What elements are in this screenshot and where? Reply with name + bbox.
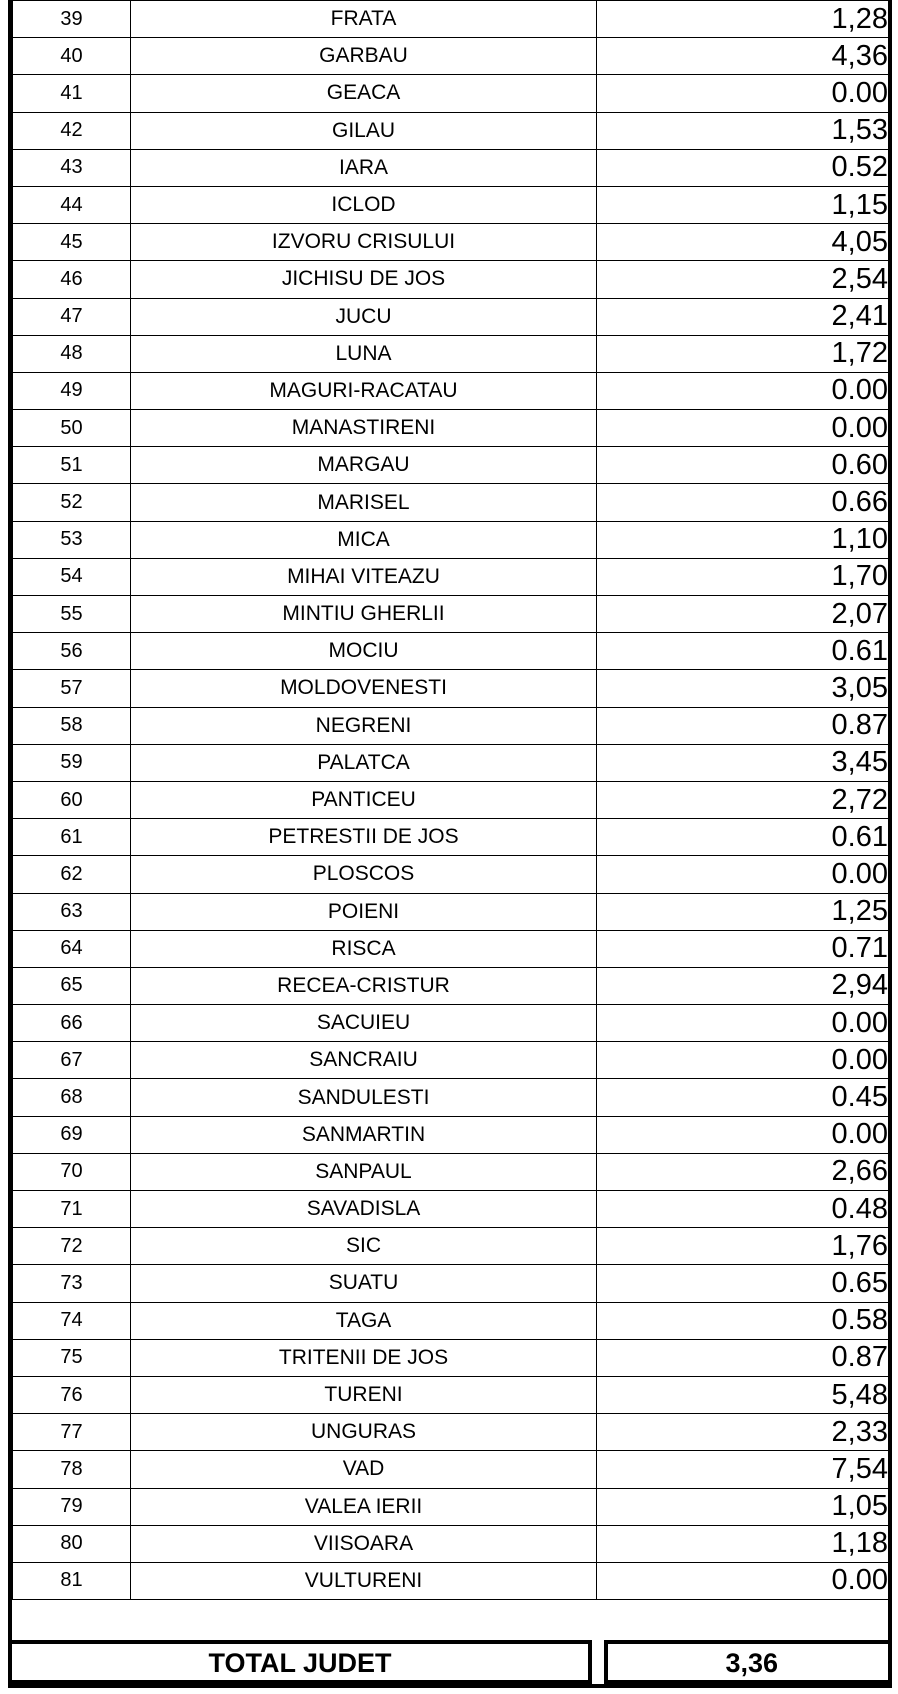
- row-number: 65: [13, 967, 131, 1004]
- row-number: 66: [13, 1005, 131, 1042]
- total-row: [12, 1640, 888, 1684]
- locality-name: SACUIEU: [131, 1005, 597, 1042]
- table-row: [13, 447, 889, 484]
- row-value: 0.00: [597, 1042, 889, 1079]
- row-number: 62: [13, 856, 131, 893]
- locality-name: MOCIU: [131, 633, 597, 670]
- row-value: 0.45: [597, 1079, 889, 1116]
- table-row: [13, 1116, 889, 1153]
- row-value: 1,76: [597, 1228, 889, 1265]
- locality-name: MICA: [131, 521, 597, 558]
- row-number: 55: [13, 596, 131, 633]
- table-row: [13, 149, 889, 186]
- row-value: 0.58: [597, 1302, 889, 1339]
- locality-name: MANASTIRENI: [131, 410, 597, 447]
- row-number: 45: [13, 224, 131, 261]
- locality-name: IZVORU CRISULUI: [131, 224, 597, 261]
- locality-name: IARA: [131, 149, 597, 186]
- row-value: 4,05: [597, 224, 889, 261]
- data-table: [12, 0, 889, 1600]
- row-number: 51: [13, 447, 131, 484]
- row-number: 76: [13, 1376, 131, 1413]
- row-value: 7,54: [597, 1451, 889, 1488]
- row-value: 2,54: [597, 261, 889, 298]
- locality-name: MIHAI VITEAZU: [131, 558, 597, 595]
- row-value: 5,48: [597, 1376, 889, 1413]
- table-row: [13, 967, 889, 1004]
- locality-name: PETRESTII DE JOS: [131, 819, 597, 856]
- row-number: 49: [13, 372, 131, 409]
- locality-name: SUATU: [131, 1265, 597, 1302]
- locality-name: MINTIU GHERLII: [131, 596, 597, 633]
- locality-name: GEACA: [131, 75, 597, 112]
- row-number: 71: [13, 1191, 131, 1228]
- locality-name: SIC: [131, 1228, 597, 1265]
- row-value: 0.00: [597, 410, 889, 447]
- table-row: [13, 1376, 889, 1413]
- row-value: 1,72: [597, 335, 889, 372]
- table-row: [13, 1339, 889, 1376]
- table-row: [13, 856, 889, 893]
- row-number: 58: [13, 707, 131, 744]
- row-number: 74: [13, 1302, 131, 1339]
- table-row: [13, 1228, 889, 1265]
- row-value: 0.00: [597, 1562, 889, 1599]
- locality-name: SANCRAIU: [131, 1042, 597, 1079]
- table-row: [13, 521, 889, 558]
- locality-name: MAGURI-RACATAU: [131, 372, 597, 409]
- table-row: [13, 670, 889, 707]
- row-number: 53: [13, 521, 131, 558]
- locality-name: LUNA: [131, 335, 597, 372]
- row-value: 2,41: [597, 298, 889, 335]
- row-value: 0.87: [597, 707, 889, 744]
- table-row: [13, 558, 889, 595]
- table-row: [13, 1562, 889, 1599]
- row-value: 0.00: [597, 75, 889, 112]
- row-value: 0.48: [597, 1191, 889, 1228]
- table-frame: [8, 0, 892, 1688]
- locality-name: VIISOARA: [131, 1525, 597, 1562]
- row-value: 4,36: [597, 38, 889, 75]
- row-number: 81: [13, 1562, 131, 1599]
- table-row: [13, 75, 889, 112]
- locality-name: FRATA: [131, 1, 597, 38]
- row-number: 79: [13, 1488, 131, 1525]
- table-row: [13, 1451, 889, 1488]
- row-number: 72: [13, 1228, 131, 1265]
- table-row: [13, 261, 889, 298]
- row-value: 0.66: [597, 484, 889, 521]
- row-number: 77: [13, 1414, 131, 1451]
- table-row: [13, 744, 889, 781]
- table-row: [13, 819, 889, 856]
- locality-name: MOLDOVENESTI: [131, 670, 597, 707]
- row-value: 0.00: [597, 1116, 889, 1153]
- row-value: 0.61: [597, 633, 889, 670]
- row-number: 41: [13, 75, 131, 112]
- table-row: [13, 1191, 889, 1228]
- table-row: [13, 335, 889, 372]
- table-body: [13, 1, 889, 1600]
- row-value: 1,28: [597, 1, 889, 38]
- locality-name: JUCU: [131, 298, 597, 335]
- table-row: [13, 1265, 889, 1302]
- locality-name: SANPAUL: [131, 1153, 597, 1190]
- row-number: 61: [13, 819, 131, 856]
- row-number: 75: [13, 1339, 131, 1376]
- row-number: 64: [13, 930, 131, 967]
- row-number: 52: [13, 484, 131, 521]
- row-number: 43: [13, 149, 131, 186]
- row-number: 50: [13, 410, 131, 447]
- table-row: [13, 1414, 889, 1451]
- row-value: 0.00: [597, 1005, 889, 1042]
- locality-name: RISCA: [131, 930, 597, 967]
- locality-name: UNGURAS: [131, 1414, 597, 1451]
- row-value: 0.00: [597, 856, 889, 893]
- row-value: 0.65: [597, 1265, 889, 1302]
- table-row: [13, 298, 889, 335]
- row-number: 56: [13, 633, 131, 670]
- table-row: [13, 596, 889, 633]
- row-value: 1,53: [597, 112, 889, 149]
- row-number: 73: [13, 1265, 131, 1302]
- table-row: [13, 186, 889, 223]
- locality-name: TAGA: [131, 1302, 597, 1339]
- row-number: 40: [13, 38, 131, 75]
- table-row: [13, 1005, 889, 1042]
- table-row: [13, 1042, 889, 1079]
- table-row: [13, 707, 889, 744]
- table-row: [13, 112, 889, 149]
- row-value: 2,94: [597, 967, 889, 1004]
- locality-name: GARBAU: [131, 38, 597, 75]
- table-row: [13, 1, 889, 38]
- table-row: [13, 633, 889, 670]
- row-value: 0.87: [597, 1339, 889, 1376]
- locality-name: TURENI: [131, 1376, 597, 1413]
- locality-name: VALEA IERII: [131, 1488, 597, 1525]
- row-value: 1,10: [597, 521, 889, 558]
- row-value: 0.61: [597, 819, 889, 856]
- locality-name: PANTICEU: [131, 781, 597, 818]
- table-row: [13, 410, 889, 447]
- row-value: 2,33: [597, 1414, 889, 1451]
- locality-name: MARGAU: [131, 447, 597, 484]
- row-number: 42: [13, 112, 131, 149]
- table-row: [13, 38, 889, 75]
- locality-name: VULTURENI: [131, 1562, 597, 1599]
- table-row: [13, 1153, 889, 1190]
- row-number: 46: [13, 261, 131, 298]
- row-number: 78: [13, 1451, 131, 1488]
- locality-name: PLOSCOS: [131, 856, 597, 893]
- table-row: [13, 930, 889, 967]
- locality-name: PALATCA: [131, 744, 597, 781]
- locality-name: ICLOD: [131, 186, 597, 223]
- row-number: 59: [13, 744, 131, 781]
- locality-name: POIENI: [131, 893, 597, 930]
- locality-name: SANMARTIN: [131, 1116, 597, 1153]
- locality-name: SAVADISLA: [131, 1191, 597, 1228]
- locality-name: RECEA-CRISTUR: [131, 967, 597, 1004]
- table-row: [13, 781, 889, 818]
- locality-name: GILAU: [131, 112, 597, 149]
- locality-name: NEGRENI: [131, 707, 597, 744]
- locality-name: VAD: [131, 1451, 597, 1488]
- row-number: 60: [13, 781, 131, 818]
- table-row: [13, 893, 889, 930]
- row-value: 2,07: [597, 596, 889, 633]
- row-number: 57: [13, 670, 131, 707]
- row-value: 1,25: [597, 893, 889, 930]
- row-value: 3,05: [597, 670, 889, 707]
- row-value: 2,66: [597, 1153, 889, 1190]
- locality-name: MARISEL: [131, 484, 597, 521]
- row-number: 63: [13, 893, 131, 930]
- table-row: [13, 372, 889, 409]
- row-value: 3,45: [597, 744, 889, 781]
- row-number: 69: [13, 1116, 131, 1153]
- table-row: [13, 1079, 889, 1116]
- table-row: [13, 1302, 889, 1339]
- row-value: 1,15: [597, 186, 889, 223]
- row-value: 0.60: [597, 447, 889, 484]
- row-value: 1,70: [597, 558, 889, 595]
- row-value: 0.52: [597, 149, 889, 186]
- total-label: TOTAL JUDET: [12, 1640, 592, 1684]
- row-number: 44: [13, 186, 131, 223]
- locality-name: JICHISU DE JOS: [131, 261, 597, 298]
- row-value: 2,72: [597, 781, 889, 818]
- row-value: 0.00: [597, 372, 889, 409]
- row-number: 39: [13, 1, 131, 38]
- row-number: 80: [13, 1525, 131, 1562]
- table-row: [13, 484, 889, 521]
- table-row: [13, 224, 889, 261]
- row-number: 48: [13, 335, 131, 372]
- row-number: 54: [13, 558, 131, 595]
- row-number: 47: [13, 298, 131, 335]
- locality-name: SANDULESTI: [131, 1079, 597, 1116]
- total-value: 3,36: [604, 1640, 888, 1684]
- table-row: [13, 1488, 889, 1525]
- row-value: 0.71: [597, 930, 889, 967]
- row-number: 68: [13, 1079, 131, 1116]
- row-number: 67: [13, 1042, 131, 1079]
- row-value: 1,05: [597, 1488, 889, 1525]
- row-number: 70: [13, 1153, 131, 1190]
- row-value: 1,18: [597, 1525, 889, 1562]
- table-row: [13, 1525, 889, 1562]
- locality-name: TRITENII DE JOS: [131, 1339, 597, 1376]
